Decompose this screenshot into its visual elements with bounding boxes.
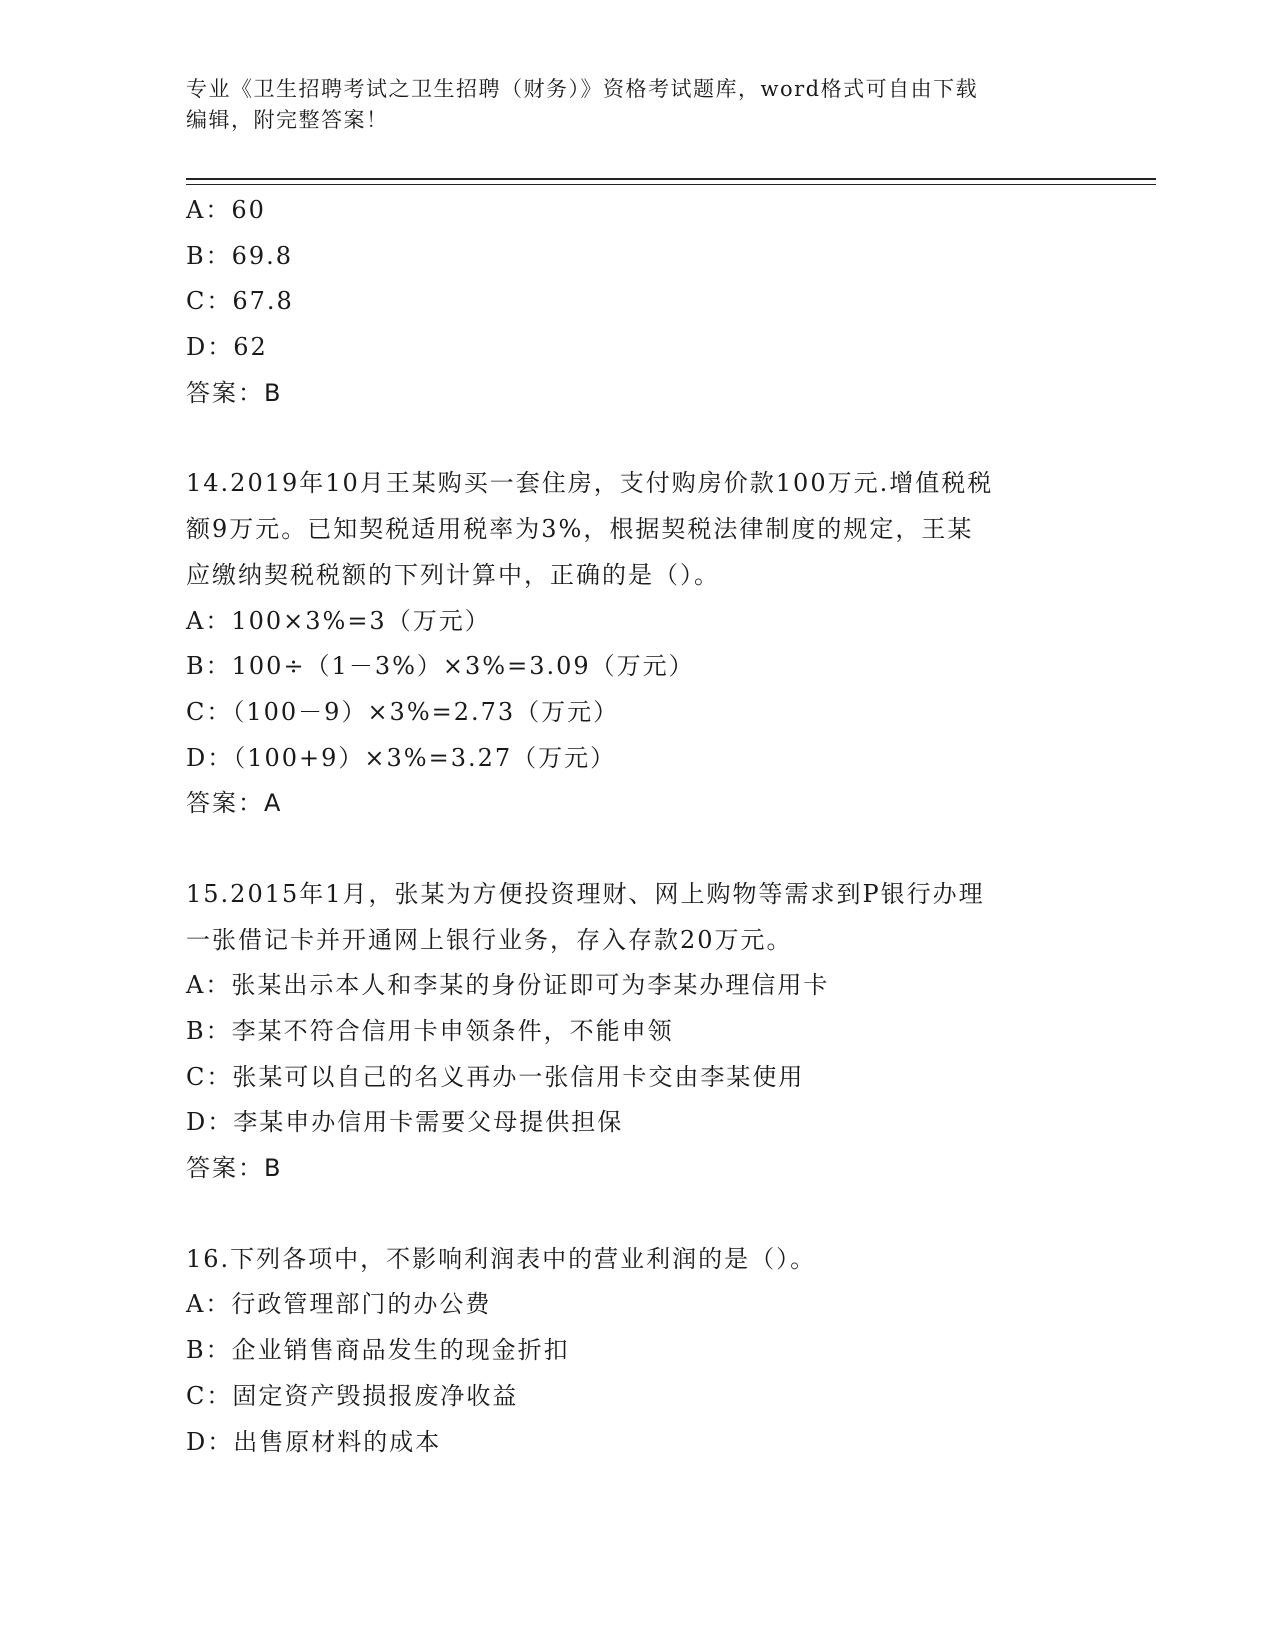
question-spacer (186, 1192, 1086, 1237)
option-c: C：张某可以自己的名义再办一张信用卡交由李某使用 (186, 1062, 805, 1091)
option-b: B：企业销售商品发生的现金折扣 (186, 1336, 570, 1365)
header-line-2: 编辑，附完整答案！ (186, 108, 389, 132)
answer-line: 答案：A (186, 789, 283, 818)
question-stem-line: 16.下列各项中，不影响利润表中的营业利润的是（）。 (186, 1244, 817, 1273)
question-stem-line: 一张借记卡并开通网上银行业务，存入存款20万元。 (186, 925, 793, 954)
option-b: B：李某不符合信用卡申领条件，不能申领 (186, 1017, 674, 1045)
question-spacer (186, 827, 1086, 872)
option-d: D：（100+9）×3%=3.27（万元） (186, 743, 617, 772)
option-c: C：67.8 (186, 287, 294, 316)
option-d: D：出售原材料的成本 (186, 1427, 442, 1456)
question-14 (186, 461, 1086, 827)
question-spacer (186, 416, 1086, 461)
option-a: A：60 (186, 196, 266, 224)
question-stem-line: 14.2019年10月王某购买一套住房，支付购房价款100万元.增值税税 (186, 469, 994, 498)
option-a: A：100×3%=3（万元） (186, 606, 491, 635)
option-d: D：李某申办信用卡需要父母提供担保 (186, 1108, 624, 1137)
question-content (186, 188, 1086, 1465)
option-a: A：张某出示本人和李某的身份证即可为李某办理信用卡 (186, 971, 830, 1000)
header-divider-thin (186, 184, 1156, 185)
option-c: C：固定资产毁损报废净收益 (186, 1381, 519, 1410)
header-divider-thick (186, 178, 1156, 180)
option-c: C：（100－9）×3%=2.73（万元） (186, 697, 620, 726)
question-16 (186, 1237, 1086, 1465)
answer-line: 答案：B (186, 1154, 283, 1183)
option-b: B：69.8 (186, 241, 294, 270)
question-13-continued (186, 188, 1086, 416)
option-b: B：100÷（1－3%）×3%=3.09（万元） (186, 652, 695, 681)
option-a: A：行政管理部门的办公费 (186, 1290, 492, 1319)
question-stem-line: 应缴纳契税税额的下列计算中，正确的是（）。 (186, 560, 720, 589)
option-d: D：62 (186, 333, 268, 362)
question-stem-line: 额9万元。已知契税适用税率为3%，根据契税法律制度的规定，王某 (186, 515, 974, 544)
header-line-1: 专业《卫生招聘考试之卫生招聘（财务）》资格考试题库，word格式可自由下载 (186, 77, 979, 101)
answer-line: 答案：B (186, 378, 283, 407)
question-15 (186, 872, 1086, 1192)
page-header (186, 74, 1086, 136)
question-stem-line: 15.2015年1月，张某为方便投资理财、网上购物等需求到P银行办理 (186, 879, 985, 908)
